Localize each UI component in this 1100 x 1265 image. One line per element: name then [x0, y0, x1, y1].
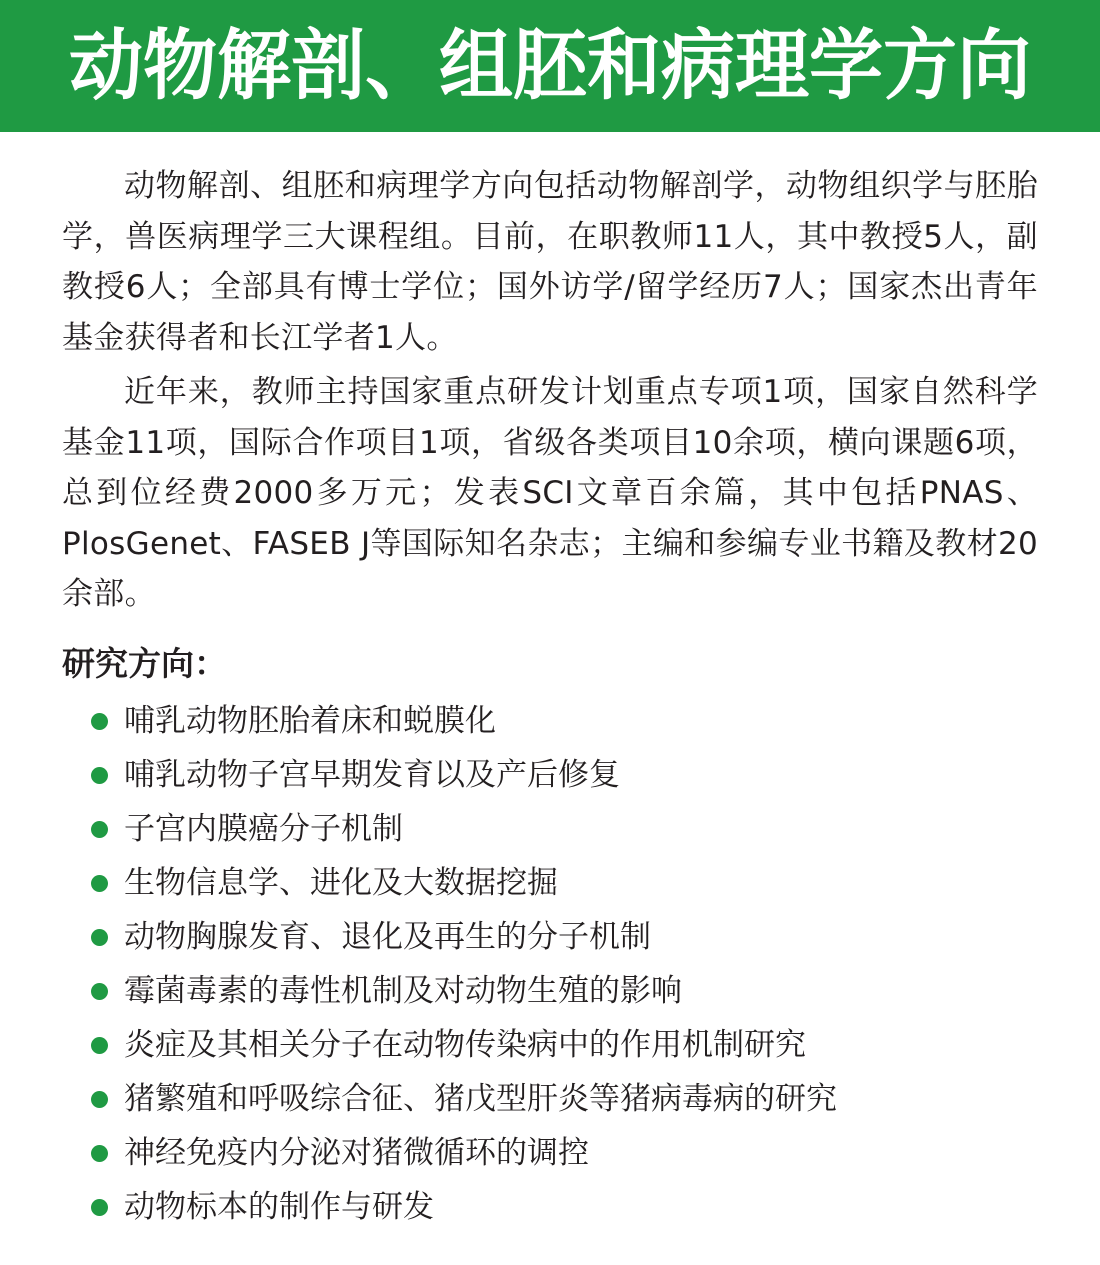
- research-direction-label: 子宫内膜癌分子机制: [124, 810, 403, 847]
- green-bullet-icon: [91, 1145, 108, 1162]
- research-directions-heading: 研究方向：: [62, 643, 227, 683]
- research-direction-label: 动物胸腺发育、退化及再生的分子机制: [124, 918, 651, 955]
- research-direction-item: [62, 694, 1038, 748]
- page-title: 动物解剖、组胚和病理学方向: [69, 21, 1031, 111]
- green-bullet-icon: [91, 929, 108, 946]
- research-direction-item: [62, 856, 1038, 910]
- intro-paragraph-achievements: 近年来，教师主持国家重点研发计划重点专项1项，国家自然科学基金11项，国际合作项目1项，省级各类项目10余项，横向课题6项，总到位经费2000多万元；发表SCI文章百余篇，其中包括PNAS、PlosGenet、FASEB J等国际知名杂志；主编和参编专业书籍及教材20余部。: [62, 374, 1038, 612]
- research-direction-item: [62, 802, 1038, 856]
- research-direction-label: 生物信息学、进化及大数据挖掘: [124, 864, 558, 901]
- research-direction-item: [62, 1180, 1038, 1234]
- research-direction-label: 哺乳动物胚胎着床和蜕膜化: [124, 702, 496, 739]
- research-direction-item: [62, 748, 1038, 802]
- research-direction-item: [62, 910, 1038, 964]
- research-direction-label: 动物标本的制作与研发: [124, 1188, 434, 1225]
- intro-paragraph-faculty: 动物解剖、组胚和病理学方向包括动物解剖学，动物组织学与胚胎学，兽医病理学三大课程组。目前，在职教师11人，其中教授5人，副教授6人；全部具有博士学位；国外访学/留学经历7人；国家杰出青年基金获得者和长江学者1人。: [62, 168, 1038, 356]
- research-directions-list: [62, 694, 1038, 1234]
- research-direction-label: 炎症及其相关分子在动物传染病中的作用机制研究: [124, 1026, 806, 1063]
- introduction-section: [62, 161, 1038, 620]
- green-bullet-icon: [91, 1091, 108, 1108]
- main-content: [62, 161, 1038, 1234]
- green-bullet-icon: [91, 983, 108, 1000]
- research-direction-item: [62, 964, 1038, 1018]
- green-bullet-icon: [91, 821, 108, 838]
- green-bullet-icon: [91, 1037, 108, 1054]
- research-direction-label: 神经免疫内分泌对猪微循环的调控: [124, 1134, 589, 1171]
- research-direction-label: 霉菌毒素的毒性机制及对动物生殖的影响: [124, 972, 682, 1009]
- green-bullet-icon: [91, 875, 108, 892]
- title-banner: [0, 0, 1100, 132]
- green-bullet-icon: [91, 1199, 108, 1216]
- research-direction-item: [62, 1072, 1038, 1126]
- research-directions-section: [62, 636, 1038, 1234]
- green-bullet-icon: [91, 713, 108, 730]
- research-direction-item: [62, 1126, 1038, 1180]
- research-direction-label: 猪繁殖和呼吸综合征、猪戊型肝炎等猪病毒病的研究: [124, 1080, 837, 1117]
- research-direction-label: 哺乳动物子宫早期发育以及产后修复: [124, 756, 620, 793]
- research-direction-item: [62, 1018, 1038, 1072]
- green-bullet-icon: [91, 767, 108, 784]
